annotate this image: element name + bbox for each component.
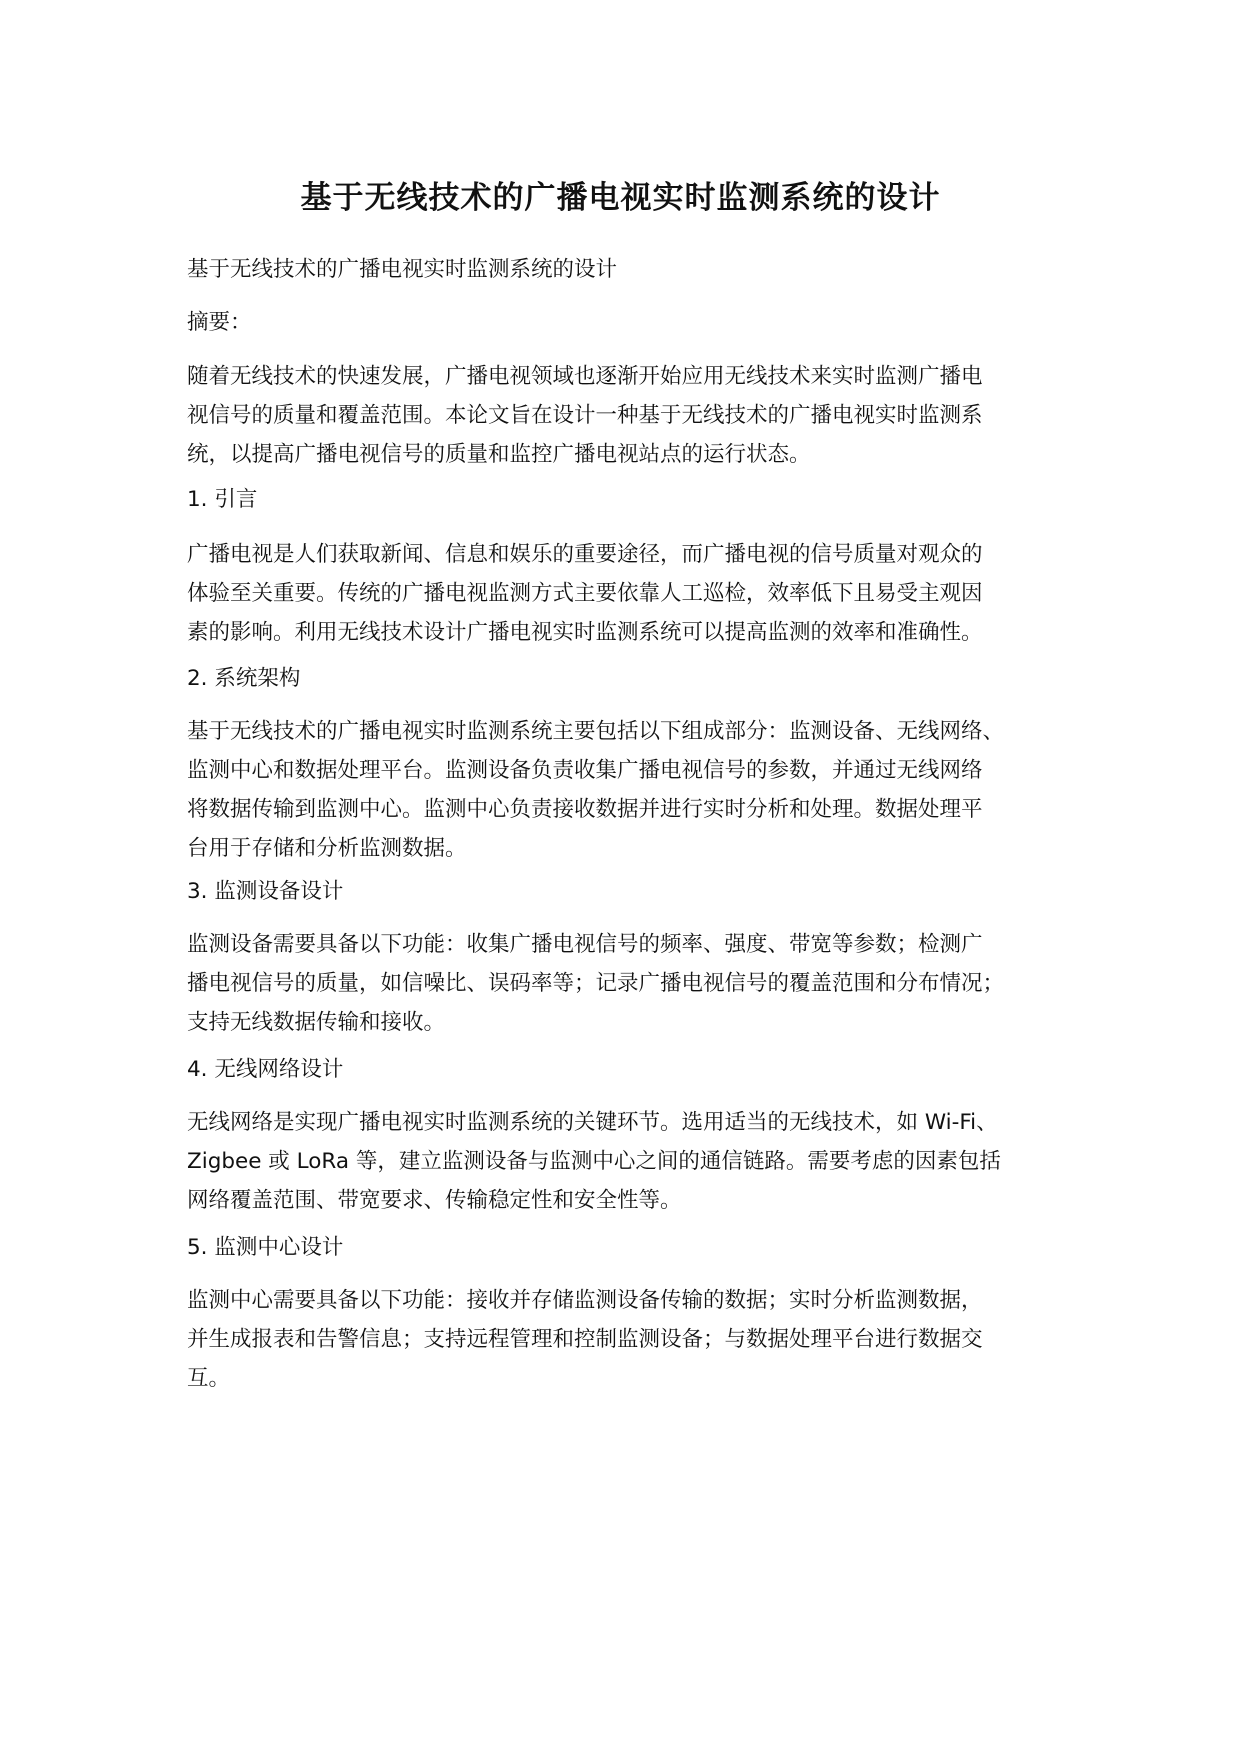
section-paragraph xyxy=(187,1103,1117,1220)
paragraph-line: 广播电视是人们获取新闻、信息和娱乐的重要途径，而广播电视的信号质量对观众的 xyxy=(187,542,983,567)
paragraph-line: 播电视信号的质量，如信噪比、误码率等；记录广播电视信号的覆盖范围和分布情况； xyxy=(187,971,1005,996)
section-heading-text: 2. 系统架构 xyxy=(187,666,301,691)
section-heading xyxy=(187,872,1117,911)
paragraph-line: 将数据传输到监测中心。监测中心负责接收数据并进行实时分析和处理。数据处理平 xyxy=(187,797,983,822)
section-heading-text: 4. 无线网络设计 xyxy=(187,1057,344,1082)
section-heading-text: 5. 监测中心设计 xyxy=(187,1235,344,1260)
subtitle-text: 基于无线技术的广播电视实时监测系统的设计 xyxy=(187,257,618,282)
paragraph-line: 台用于存储和分析监测数据。 xyxy=(187,836,467,861)
paragraph-line: 网络覆盖范围、带宽要求、传输稳定性和安全性等。 xyxy=(187,1188,682,1213)
paragraph-line: 视信号的质量和覆盖范围。本论文旨在设计一种基于无线技术的广播电视实时监测系 xyxy=(187,403,983,428)
section-heading xyxy=(187,1050,1117,1089)
section-paragraph xyxy=(187,712,1117,868)
paragraph-line: 支持无线数据传输和接收。 xyxy=(187,1010,446,1035)
section-heading-text: 3. 监测设备设计 xyxy=(187,879,344,904)
abstract-label-text: 摘要： xyxy=(187,310,252,335)
document-title: 基于无线技术的广播电视实时监测系统的设计 xyxy=(300,180,941,216)
section-heading xyxy=(187,1228,1117,1267)
section-heading xyxy=(187,659,1117,698)
section-paragraph xyxy=(187,1281,1117,1398)
paragraph-line: 无线网络是实现广播电视实时监测系统的关键环节。选用适当的无线技术，如 Wi-Fi、 xyxy=(187,1110,998,1135)
abstract-paragraph xyxy=(187,357,1117,474)
section-paragraph xyxy=(187,925,1117,1042)
section-paragraph xyxy=(187,535,1117,652)
paragraph-line: 并生成报表和告警信息；支持远程管理和控制监测设备；与数据处理平台进行数据交 xyxy=(187,1327,983,1352)
paragraph-line: 基于无线技术的广播电视实时监测系统主要包括以下组成部分：监测设备、无线网络、 xyxy=(187,719,1005,744)
document-subtitle xyxy=(187,250,1117,289)
paragraph-line: 统，以提高广播电视信号的质量和监控广播电视站点的运行状态。 xyxy=(187,442,811,467)
paragraph-line: 监测中心需要具备以下功能：接收并存储监测设备传输的数据；实时分析监测数据， xyxy=(187,1288,983,1313)
paragraph-line: 素的影响。利用无线技术设计广播电视实时监测系统可以提高监测的效率和准确性。 xyxy=(187,620,983,645)
paragraph-line: Zigbee 或 LoRa 等，建立监测设备与监测中心之间的通信链路。需要考虑的因素包括 xyxy=(187,1149,1001,1174)
paragraph-line: 随着无线技术的快速发展，广播电视领域也逐渐开始应用无线技术来实时监测广播电 xyxy=(187,364,983,389)
paragraph-line: 监测中心和数据处理平台。监测设备负责收集广播电视信号的参数，并通过无线网络 xyxy=(187,758,983,783)
section-heading-text: 1. 引言 xyxy=(187,487,258,512)
section-heading xyxy=(187,480,1117,519)
paragraph-line: 互。 xyxy=(187,1366,231,1391)
paragraph-line: 监测设备需要具备以下功能：收集广播电视信号的频率、强度、带宽等参数；检测广 xyxy=(187,932,983,957)
abstract-label xyxy=(187,303,1117,342)
paragraph-line: 体验至关重要。传统的广播电视监测方式主要依靠人工巡检，效率低下且易受主观因 xyxy=(187,581,983,606)
